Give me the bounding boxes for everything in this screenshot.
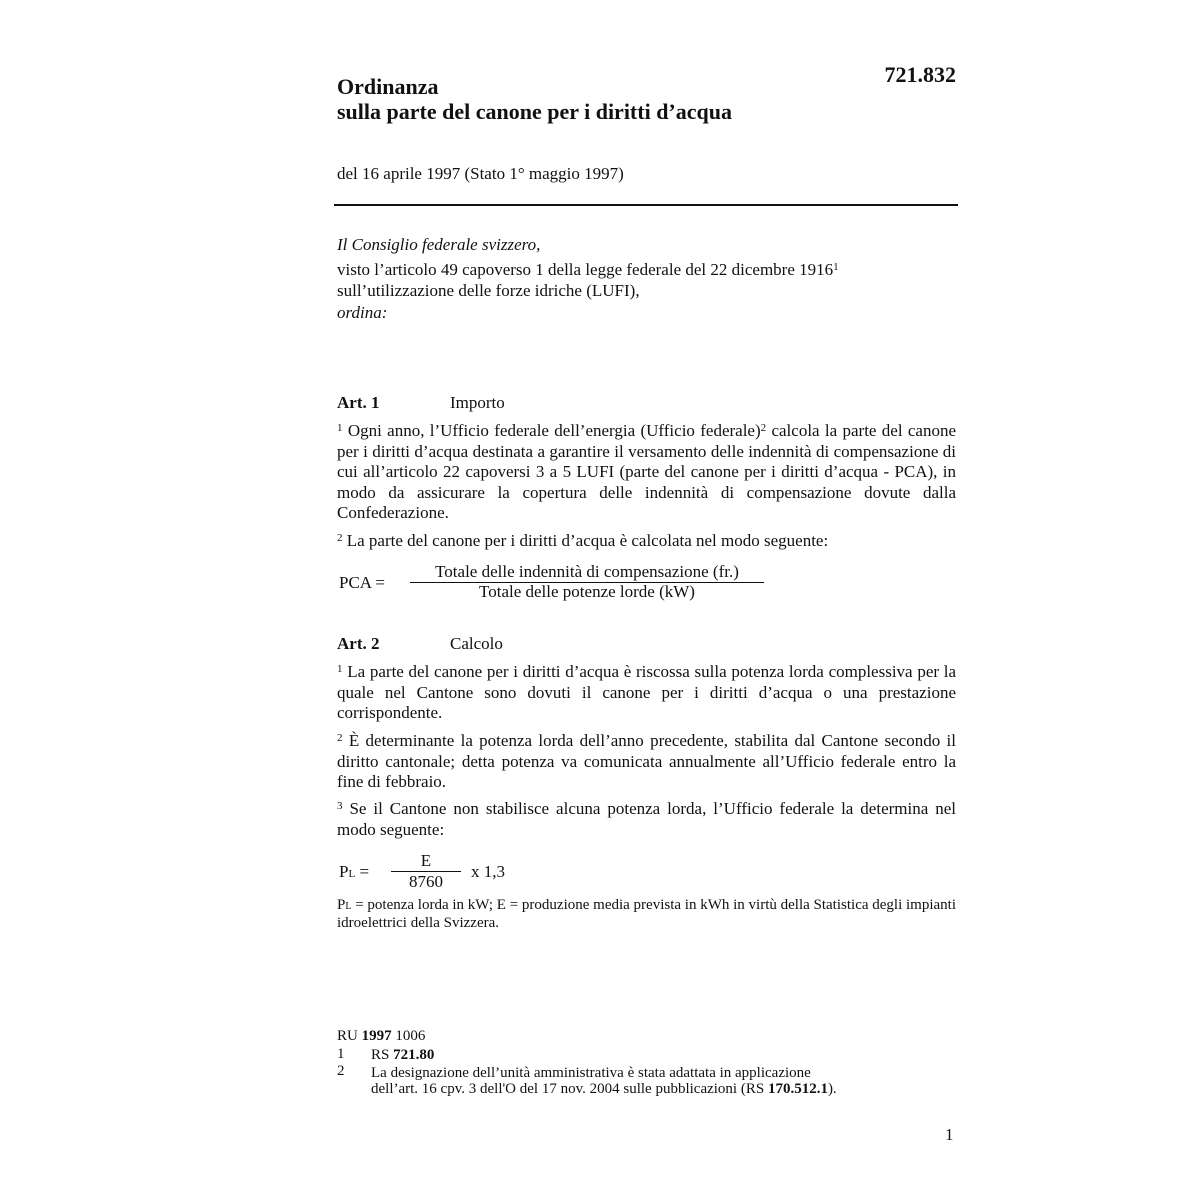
footnote-1 [371, 1047, 434, 1063]
pl-formula-lhs [339, 862, 369, 882]
footnote-2-number: 2 [337, 1063, 345, 1079]
pca-formula-numerator: Totale delle indennità di compensazione (fr.) [435, 562, 739, 581]
footnote-2-ref: 170.512.1 [767, 1081, 828, 1097]
pca-formula-lhs: PCA = [339, 573, 385, 592]
footnote-2-line2 [371, 1081, 931, 1097]
art-1-title: Importo [450, 393, 505, 412]
art-2-paragraph-1 [337, 662, 956, 724]
art-2-paragraph-3 [337, 799, 956, 840]
pca-formula-denominator: Totale delle potenze lorde (kW) [479, 582, 695, 601]
footnote-2-end: ). [827, 1081, 837, 1097]
art-2-paragraph-2 [337, 731, 956, 793]
preamble [337, 234, 957, 323]
paragraph-number: 1 [337, 422, 343, 434]
ru-year: 1997 [361, 1028, 392, 1044]
pl-equals: = [355, 862, 370, 881]
pl-formula-factor: x 1,3 [471, 862, 505, 881]
footnote-2-line1: La designazione dell’unità amministrativa è stata adattata in applicazione [371, 1065, 811, 1081]
ru-reference [337, 1028, 425, 1044]
header-divider [334, 204, 958, 206]
document-title [337, 74, 732, 124]
title-line-2: sulla parte del canone per i diritti d’acqua [337, 99, 732, 124]
art-1-heading [337, 393, 637, 415]
art-1-paragraph-1 [337, 421, 956, 524]
paragraph-text: La parte del canone per i diritti d’acqua è riscossa sulla potenza lorda complessiva per la quale nel Cantone sono dovuti il canone per i diritti d’acqua o una prestazione corrispondente. [337, 662, 957, 722]
pl-subscript: L [348, 868, 356, 880]
paragraph-number: 3 [337, 800, 343, 812]
paragraph-text: Ogni anno, l’Ufficio federale dell’energia (Ufficio federale) [347, 421, 761, 440]
date-line: del 16 aprile 1997 (Stato 1° maggio 1997) [337, 164, 624, 183]
preamble-basis-line2: sull’utilizzazione delle forze idriche (LUFI), [337, 281, 640, 300]
footnote-1-number: 1 [337, 1046, 345, 1062]
sr-number: 721.832 [884, 62, 956, 87]
preamble-enacts: ordina: [337, 303, 388, 322]
art-2-title: Calcolo [450, 634, 503, 653]
footnote-2 [371, 1065, 931, 1097]
paragraph-text: È determinante la potenza lorda dell’anno precedente, stabilita dal Cantone secondo il diritto cantonale; detta potenza va comunicata annualmente all’Ufficio federale entro la fine di febbraio. [337, 731, 956, 791]
footnote-ref-1: 1 [833, 261, 839, 273]
art-1-number: Art. 1 [337, 393, 380, 412]
art-2-heading [337, 634, 637, 656]
footnote-ref-2: 2 [760, 422, 767, 434]
preamble-authority: Il Consiglio federale svizzero, [337, 235, 541, 254]
legend-symbol: P [337, 897, 346, 913]
pl-legend [337, 897, 956, 931]
ru-page: 1006 [391, 1028, 426, 1044]
footnote-1-ref: 721.80 [393, 1047, 435, 1063]
title-line-1: Ordinanza [337, 74, 439, 99]
art-2-number: Art. 2 [337, 634, 380, 653]
footnote-1-prefix: RS [371, 1047, 394, 1063]
paragraph-number: 2 [337, 732, 343, 744]
art-1-paragraph-2 [337, 531, 956, 552]
preamble-basis [337, 259, 957, 280]
legend-text: = potenza lorda in kW; E = produzione media prevista in kWh in virtù della Statistica degli impianti idroelettrici della Svizzera. [337, 897, 956, 931]
ru-prefix: RU [337, 1028, 362, 1044]
pl-formula-denominator: 8760 [409, 872, 443, 891]
paragraph-number: 2 [337, 532, 343, 544]
paragraph-text: La parte del canone per i diritti d’acqua è calcolata nel modo seguente: [346, 531, 829, 550]
page-number: 1 [945, 1125, 954, 1144]
paragraph-number: 1 [337, 663, 343, 675]
preamble-basis-line1: visto l’articolo 49 capoverso 1 della legge federale del 22 dicembre 1916 [337, 260, 834, 279]
paragraph-text: Se il Cantone non stabilisce alcuna potenza lorda, l’Ufficio federale la determina nel modo seguente: [337, 799, 956, 839]
paragraph-text: calcola la parte del canone per i diritti d’acqua destinata a garantire il versamento delle indennità di compensazione di cui all’articolo 22 capoversi 3 a 5 LUFI (parte del canone per i diritti d’acqua - PCA), in modo da assicurare la copertura delle indennità di compensazione dovute dalla Confederazione. [337, 421, 957, 522]
footnote-2-text: dell’art. 16 cpv. 3 dell'O del 17 nov. 2004 sulle pubblicazioni (RS [371, 1081, 768, 1097]
pl-formula-numerator: E [420, 851, 432, 870]
pl-symbol: P [339, 862, 349, 881]
legend-subscript: L [345, 901, 352, 912]
